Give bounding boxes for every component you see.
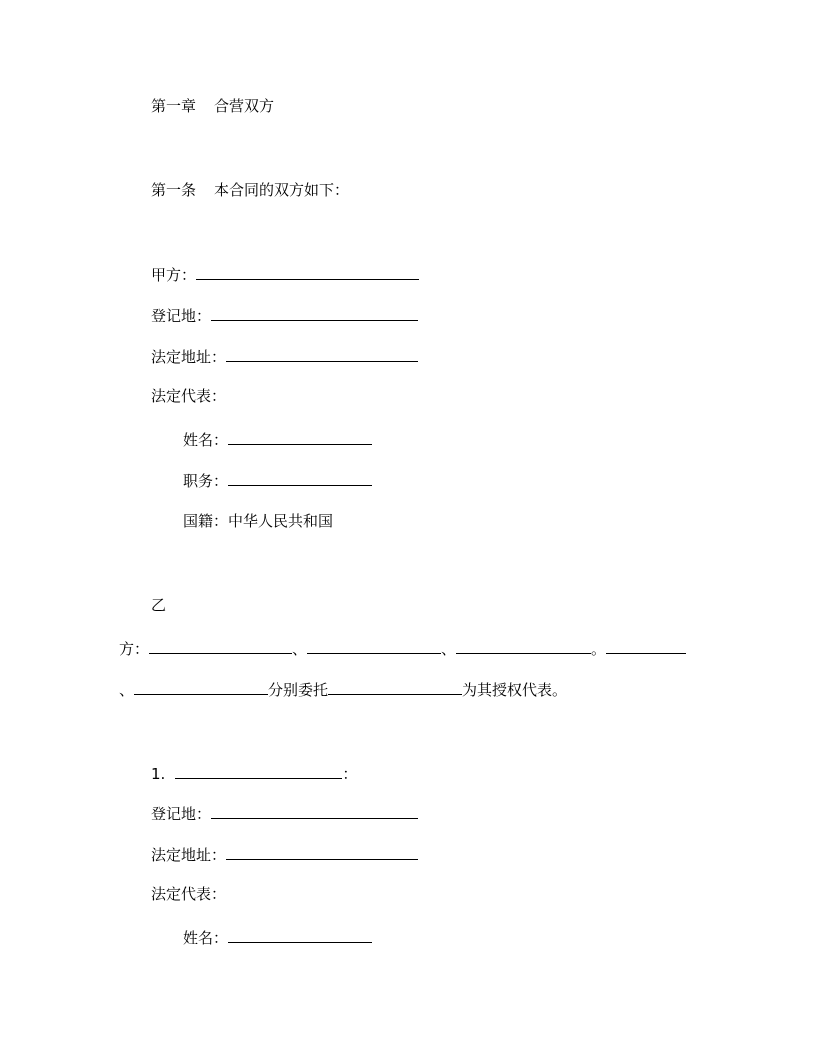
party-a-name-row [183, 428, 372, 448]
party-b-blank-2[interactable] [307, 637, 441, 654]
registration-blank[interactable] [211, 304, 418, 321]
item-1-address-row [151, 843, 418, 863]
item-1-name-row [183, 926, 372, 946]
address-label: 法定地址： [151, 348, 227, 366]
position-label: 职务： [183, 472, 229, 490]
name-label: 姓名： [183, 431, 229, 449]
item-1-registration-row [151, 802, 418, 822]
party-b-first-char: 乙 [151, 596, 167, 614]
party-a-position-row [183, 469, 372, 489]
item-1-representative-row [151, 884, 226, 904]
article-text: 本合同的双方如下： [214, 181, 350, 199]
name-blank[interactable] [228, 926, 372, 943]
address-label: 法定地址： [151, 846, 227, 864]
name-blank[interactable] [228, 428, 372, 445]
name-label: 姓名： [183, 929, 229, 947]
registration-blank[interactable] [211, 802, 418, 819]
party-a-address-row [151, 345, 418, 365]
article-number: 第一条 [151, 181, 197, 199]
chapter-heading [151, 96, 274, 116]
representative-label: 法定代表： [151, 387, 227, 405]
party-b-blank-5[interactable] [134, 678, 268, 695]
party-b-blank-3[interactable] [456, 637, 591, 654]
authorized-text: 为其授权代表。 [462, 681, 568, 699]
party-a-row [151, 263, 419, 283]
registration-label: 登记地： [151, 805, 212, 823]
party-b-blank-1[interactable] [149, 637, 292, 654]
party-a-nationality-row [183, 511, 333, 531]
address-blank[interactable] [226, 843, 418, 860]
party-a-representative-row [151, 386, 226, 406]
party-b-sep-1: 、 [292, 640, 308, 658]
entrust-text: 分别委托 [268, 681, 329, 699]
representative-blank[interactable] [328, 678, 462, 695]
party-a-registration-row [151, 304, 418, 324]
article-1 [151, 180, 349, 200]
party-b-row [119, 637, 686, 657]
position-blank[interactable] [228, 469, 372, 486]
item-colon: ： [342, 765, 358, 783]
party-b-entrust-row [119, 678, 567, 698]
item-number: 1. [151, 765, 166, 783]
nationality-label: 国籍： [183, 512, 229, 530]
item-1-blank[interactable] [175, 762, 342, 779]
chapter-number: 第一章 [151, 97, 197, 115]
party-a-blank[interactable] [196, 263, 419, 280]
party-b-sep-2: 、 [441, 640, 457, 658]
nationality-value: 中华人民共和国 [228, 512, 334, 530]
party-b-item-1-row [151, 762, 357, 782]
registration-label: 登记地： [151, 307, 212, 325]
party-b-sep-3: 、 [119, 681, 135, 699]
party-a-label: 甲方： [151, 266, 197, 284]
chapter-title: 合营双方 [214, 97, 275, 115]
address-blank[interactable] [226, 345, 418, 362]
party-b-label: 方： [119, 640, 150, 658]
party-b-char [151, 595, 166, 615]
party-b-end-mark: 。 [591, 640, 607, 658]
party-b-blank-4[interactable] [606, 637, 686, 654]
representative-label: 法定代表： [151, 885, 227, 903]
